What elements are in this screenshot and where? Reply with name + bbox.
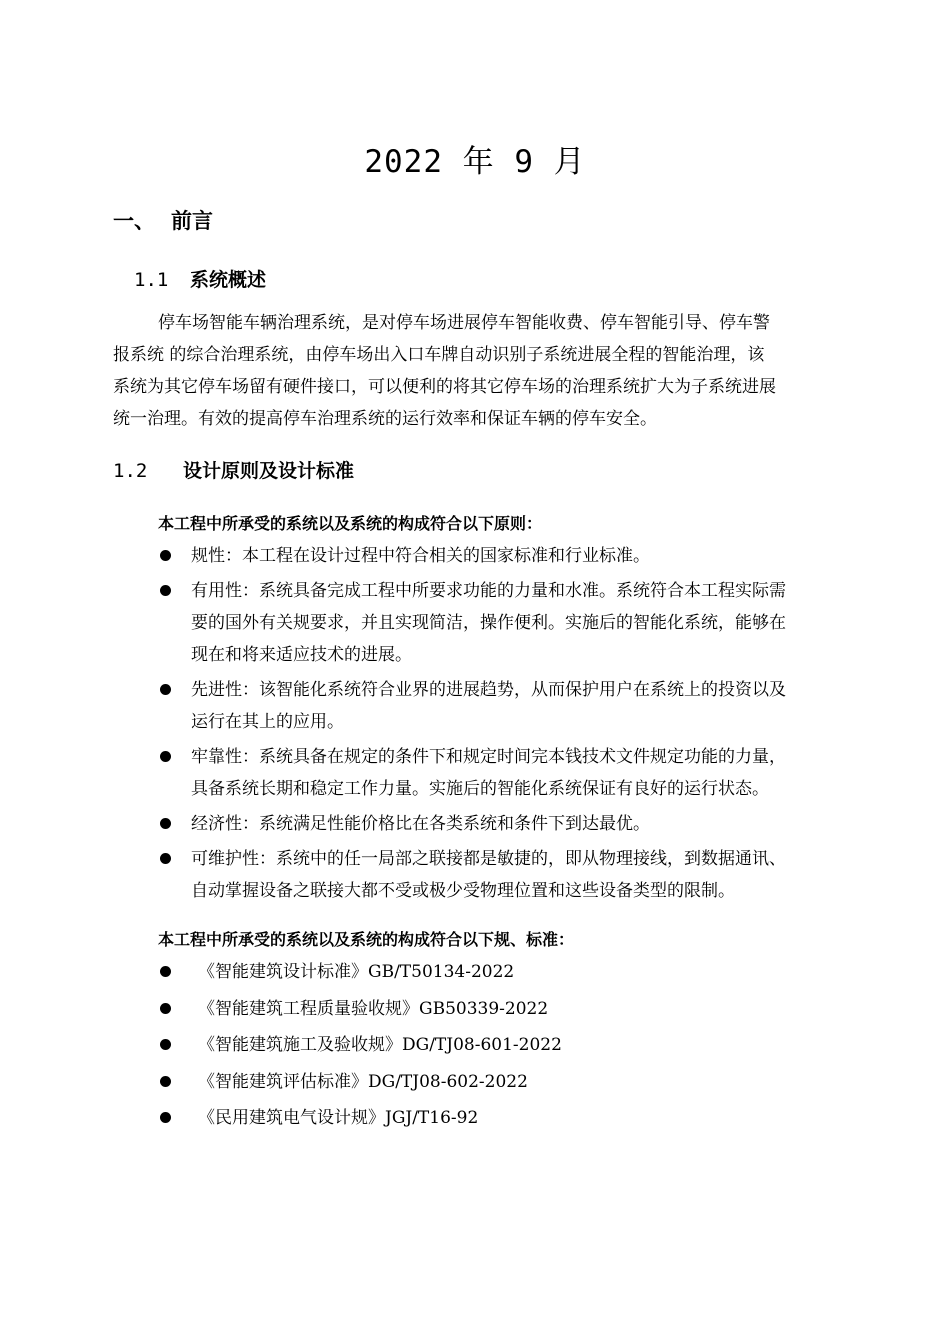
list-item: 规性：本工程在设计过程中符合相关的国家标准和行业标准。 (158, 540, 858, 572)
paragraph-line: 报系统 的综合治理系统，由停车场出入口车牌自动识别子系统进展全程的智能治理，该 (113, 345, 765, 365)
bullet-icon (160, 966, 171, 977)
bullet-icon (160, 751, 171, 762)
bullet-icon (160, 818, 171, 829)
section-title: 前言 (171, 208, 213, 233)
cover-date: 2022 年 9 月 (364, 144, 586, 180)
list-item: 牢靠性：系统具备在规定的条件下和规定时间完本钱技术文件规定功能的力量， 具备系统长期和稳定工作力量。实施后的智能化系统保证有良好的运行状态。 (158, 741, 858, 805)
overview-paragraph (113, 307, 853, 435)
list-item: 《智能建筑评估标准》DG/TJ08-602-2022 (158, 1066, 562, 1103)
section-heading-preface (113, 205, 213, 235)
list-item: 先进性：该智能化系统符合业界的进展趋势，从而保护用户在系统上的投资以及 运行在其上的应用。 (158, 674, 858, 738)
bullet-icon (160, 1039, 171, 1050)
bullet-icon (160, 585, 171, 596)
list-item: 经济性：系统满足性能价格比在各类系统和条件下到达最优。 (158, 808, 858, 840)
list-item: 有用性：系统具备完成工程中所要求功能的力量和水准。系统符合本工程实际需 要的国外有关规要求，并且实现简洁，操作便利。实施后的智能化系统，能够在 现在和将来适应技术的进展。 (158, 575, 858, 671)
subsection-number: 1.2 (113, 460, 148, 482)
subsection-number: 1.1 (134, 269, 169, 291)
subsection-heading-design-principles (113, 456, 354, 483)
list-item: 可维护性：系统中的任一局部之联接都是敏捷的，即从物理接线，到数据通讯、 自动掌握设备之联接大都不受或极少受物理位置和这些设备类型的限制。 (158, 843, 858, 907)
principles-lead: 本工程中所承受的系统以及系统的构成符合以下原则： (158, 514, 543, 533)
paragraph-line: 系统为其它停车场留有硬件接口，可以便利的将其它停车场的治理系统扩大为子系统进展 (113, 377, 776, 397)
list-item: 《智能建筑设计标准》GB/T50134-2022 (158, 956, 562, 993)
standards-lead: 本工程中所承受的系统以及系统的构成符合以下规、标准： (158, 930, 575, 949)
list-item: 《智能建筑工程质量验收规》GB50339-2022 (158, 993, 562, 1030)
bullet-icon (160, 1076, 171, 1087)
standards-list (158, 956, 562, 1139)
list-item: 《民用建筑电气设计规》JGJ/T16-92 (158, 1102, 562, 1139)
principles-list (158, 540, 858, 910)
bullet-icon (160, 853, 171, 864)
bullet-icon (160, 684, 171, 695)
bullet-icon (160, 550, 171, 561)
paragraph-line: 停车场智能车辆治理系统，是对停车场进展停车智能收费、停车智能引导、停车警 (158, 313, 770, 333)
bullet-icon (160, 1003, 171, 1014)
subsection-heading-overview (134, 265, 266, 292)
subsection-title: 系统概述 (190, 269, 267, 291)
bullet-icon (160, 1112, 171, 1123)
subsection-title: 设计原则及设计标准 (183, 460, 355, 482)
paragraph-line: 统一治理。有效的提高停车治理系统的运行效率和保证车辆的停车安全。 (113, 409, 657, 429)
section-number: 一、 (113, 208, 155, 233)
list-item: 《智能建筑施工及验收规》DG/TJ08-601-2022 (158, 1029, 562, 1066)
